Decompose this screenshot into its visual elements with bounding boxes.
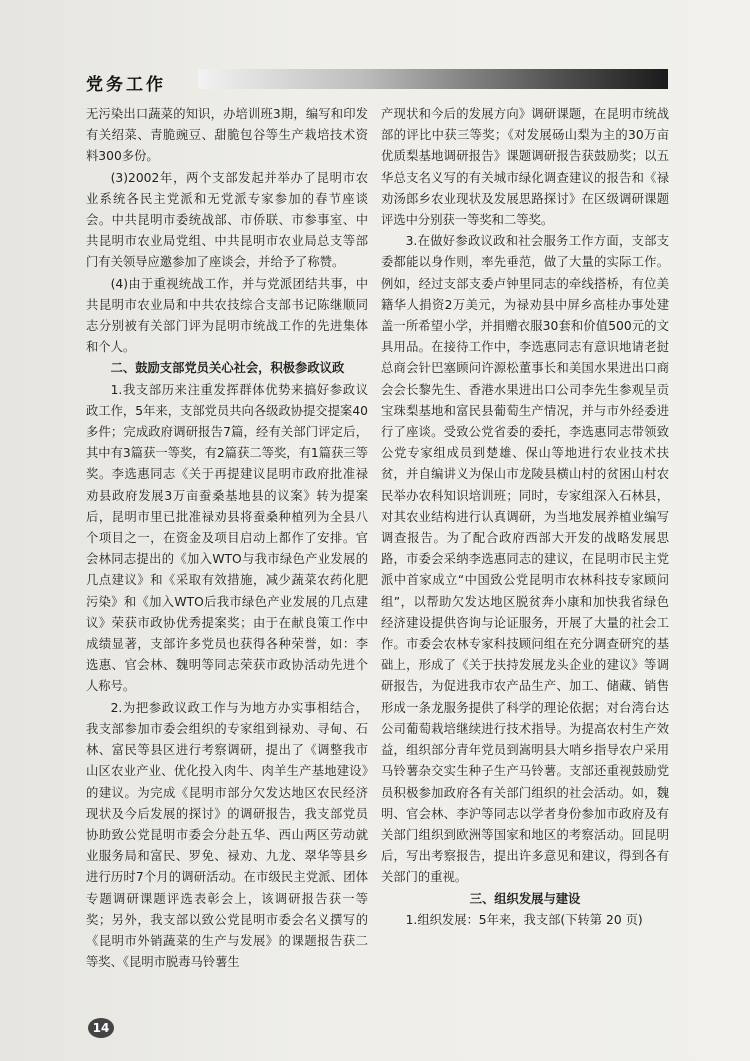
right-column xyxy=(381,104,669,931)
left-column xyxy=(86,104,368,973)
paragraph: 1.组织发展：5年来，我支部(下转第 20 页) xyxy=(405,912,643,927)
section-title: 党务工作 xyxy=(86,75,166,95)
paragraph: 1.我支部历来注重发挥群体优势来搞好参政议政工作，5年来，支部党员共向各级政协提交提案40多件；完成政府调研报告7篇，经有关部门评定后，其中有3篇获一等奖，有2篇获二等奖，有1篇获三等奖。李选惠同志《关于再提建议昆明市政府批准禄劝县政府发展3万亩蚕桑基地县的议案》转为提案后，昆明市里已批准禄劝县将蚕桑种植列为全县八个项目之一，在资金及项目启动上都作了安排。官会林同志提出的《加入WTO与我市绿色产业发展的几点建议》和《采取有效措施，减少蔬菜农药化肥污染》和《加入WTO后我市绿色产业发展的几点建议》荣获市政协优秀提案奖；由于在献良策工作中成绩显著，支部许多党员也获得各种荣誉，如：李选惠、官会林、魏明等同志荣获市政协活动先进个人称号。 xyxy=(86,382,368,694)
paragraph: 2.为把参政议政工作与为地方办实事相结合，我支部参加市委会组织的专家组到禄劝、寻甸、石林、富民等县区进行考察调研，提出了《调整我市山区农业产业、优化投入肉牛、肉羊生产基地建设》的建议。为完成《昆明市部分欠发达地区农民经济现状及今后发展的探讨》的调研报告，我支部党员协助致公党昆明市委会分赴五华、西山两区劳动就业服务局和富民、罗免、禄劝、九龙、翠华等县乡进行历时7个月的调研活动。在市级民主党派、团体专题调研课题评选表彰会上，该调研报告获一等奖；另外，我支部以致公党昆明市委会名义撰写的《昆明市外销蔬菜的生产与发展》的课题报告获二等奖、《昆明市脱毒马铃薯生 xyxy=(86,700,368,970)
section-heading-3: 三、组织发展与建设 xyxy=(469,891,581,906)
paragraph: 无污染出口蔬菜的知识，办培训班3期，编写和印发有关绍菜、青脆豌豆、甜脆包谷等生产栽培技术资料300多份。 xyxy=(86,107,368,164)
paragraph: (4)由于重视统战工作，并与党派团结共事，中共昆明市农业局和中共农技综合支部书记陈继顺同志分别被有关部门评为昆明市统战工作的先进集体和个人。 xyxy=(86,276,368,355)
section-heading-2: 二、鼓励支部党员关心社会，积极参政议政 xyxy=(110,361,345,376)
page-number: 14 xyxy=(88,1018,114,1038)
paragraph: 产现状和今后的发展方向》调研课题，在昆明市统战部的评比中获三等奖；《对发展砀山梨为主的30万亩优质梨基地调研报告》课题调研报告获鼓励奖；以五华总支名义写的有关城市绿化调查建议的报告和《禄劝汤郎乡农业现状及发展思路探讨》在区级调研课题评选中分别获一等奖和二等奖。 xyxy=(381,107,669,228)
paragraph: 3.在做好参政议政和社会服务工作方面，支部支委都能以身作则，率先垂范，做了大量的实际工作。例如，经过支部支委卢钟里同志的牵线搭桥，有位美籍华人捐资2万美元，为禄劝县中屏乡高桂办事处建盖一所希望小学，并捐赠衣服30套和价值500元的文具用品。在接待工作中，李选惠同志有意识地请老挝总商会针巴塞顾问许源松董事长和美国水果进出口商会会长黎先生、香港水果进出口公司李先生参观呈贡宝珠梨基地和富民县葡萄生产情况，并与市外经委进行了座谈。受致公党省委的委托，李选惠同志带领致公党专家组成员到楚雄、保山等地进行农业技术扶贫，并自编讲义为保山市龙陵县横山村的贫困山村农民举办农科知识培训班；同时，专家组深入石林县，对其农业结构进行认真调研，为当地发展养植业编写调查报告。为了配合政府西部大开发的战略发展思路，市委会采纳李选惠同志的建议，在昆明市民主党派中首家成立“中国致公党昆明市农林科技专家顾问组”，以帮助欠发达地区脱贫奔小康和加快我省绿色经济建设提供咨询与论证服务，开展了大量的社会工作。市委会农林专家科技顾问组在充分调查研究的基础上，形成了《关于扶持发展龙头企业的建议》等调研报告，为促进我市农产品生产、加工、储藏、销售形成一条龙服务提供了科学的理论依据；对台湾台达公司葡萄栽培继续进行技术指导。为提高农村生产效益，组织部分青年党员到嵩明县大哨乡指导农户采用马铃薯杂交实生种子生产马铃薯。支部还重视鼓励党员积极参加政府各有关部门组织的社会活动。如，魏明、官会林、李沪等同志以学者身份参加市政府及有关部门组织到欧洲等国家和地区的考察活动。回昆明后，写出考察报告，提出许多意见和建议，得到各有关部门的重视。 xyxy=(381,234,669,885)
header-gradient-bar xyxy=(198,69,668,89)
paragraph: (3)2002年，两个支部发起并举办了昆明市农业系统各民主党派和无党派专家参加的春节座谈会。中共昆明市委统战部、市侨联、市参事室、中共昆明市农业局党组、中共昆明市农业局总支等部门有关领导应邀参加了座谈会，并给予了称赞。 xyxy=(86,170,368,270)
